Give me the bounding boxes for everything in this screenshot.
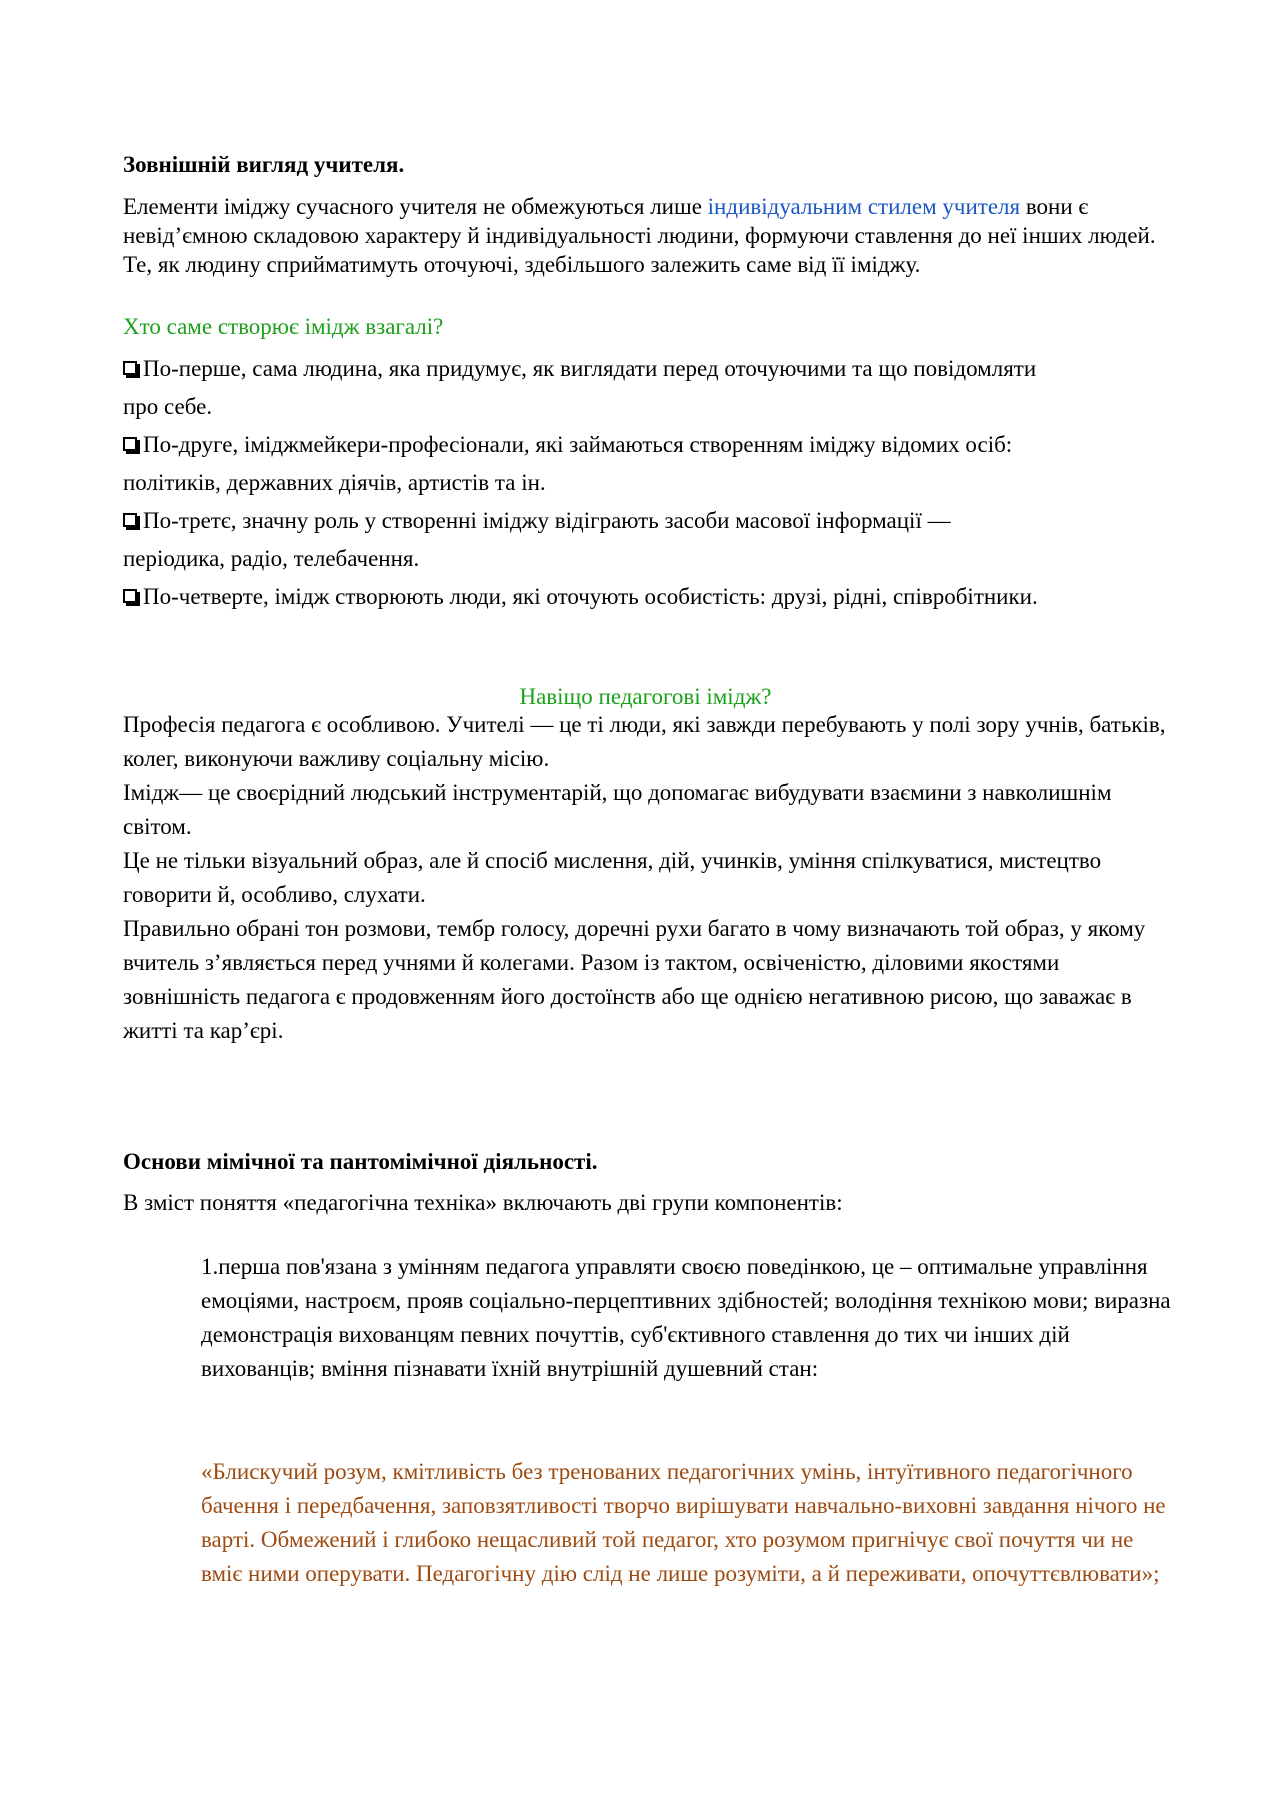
list-item-first-group: 1.перша пов'язана з умінням педагога управляти своєю поведінкою, це – оптимальне управління емоціями, настроєм, прояв соціально-перцептивних здібностей; володіння технікою мови; виразна демонстрація вихованцям певних почуттів, суб'єктивного ставлення до тих чи інших дій вихованців; вміння пізнавати їхній внутрішній душевний стан: [201,1254,1171,1381]
checkbox-bullet-icon [123,437,137,451]
bullet-text: По-друге, іміджмейкери-професіонали, які займаються створенням іміджу відомих осіб: [143,432,1013,457]
why-image-body [123,708,1168,1048]
section-heading-mimic: Основи мімічної та пантомімічної діяльності. [123,1149,598,1174]
paragraph: Імідж— це своєрідний людський інструментарій, що допомагає вибудувати взаємини з навколишнім світом. [123,780,1112,839]
quote-block: «Блискучий розум, кмітливість без тренованих педагогічних умінь, інтуїтивного педагогічного бачення і передбачення, заповзятливості творчо вирішувати навчально-виховні завдання нічого не варті. Обмежений і глибоко нещасливий той педагог, хто розумом пригнічує свої почуття чи не вміє ними оперувати. Педагогічну дію слід не лише розуміти, а й переживати, опочуттєвлювати»; [201,1459,1166,1586]
intro-text-rest: вони є невід’ємною складовою характеру й індивідуальності людини, формуючи ставлення до неї інших людей. Те, як людину сприйматимуть оточуючі, здебільшого залежить саме від її іміджу. [123,194,1156,277]
intro-text: Елементи іміджу сучасного учителя не обмежуються лише [123,194,708,219]
question-heading: Хто саме створює імідж взагалі? [123,314,444,339]
bullet-text: По-четверте, імідж створюють люди, які оточують особистість: друзі, рідні, співробітники. [143,584,1038,609]
checkbox-bullet-icon [123,589,137,603]
paragraph: Професія педагога є особливою. Учителі — це ті люди, які завжди перебувають у полі зору учнів, батьків, колег, виконуючи важливу соціальну місію. [123,712,1166,771]
checkbox-bullet-icon [123,361,137,375]
bullet-item [123,426,1168,502]
bullet-text: По-третє, значну роль у створенні іміджу відіграють засоби масової інформації — [143,508,951,533]
bullet-item [123,350,1168,426]
bullet-text-cont: про себе. [123,394,213,419]
paragraph: Це не тільки візуальний образ, але й спосіб мислення, дій, учинків, уміння спілкуватися, мистецтво говорити й, особливо, слухати. [123,848,1102,907]
checkbox-bullet-icon [123,513,137,527]
bullet-item [123,502,1168,578]
bullet-list [123,350,1168,616]
paragraph: Правильно обрані тон розмови, тембр голосу, доречні рухи багато в чому визначають той образ, у якому вчитель з’являється перед учнями й колегами. Разом із тактом, освіченістю, діловими якостями зовнішність педагога є продовженням його достоїнств або ще однією негативною рисою, що заважає в житті та кар’єрі. [123,916,1146,1043]
individual-style-link[interactable]: індивідуальним стилем учителя [707,194,1021,219]
bullet-item [123,578,1168,616]
bullet-text-cont: періодика, радіо, телебачення. [123,546,420,571]
section-title-why-image: Навіщо педагогові імідж? [519,684,772,709]
bullet-text-cont: політиків, державних діячів, артистів та ін. [123,470,546,495]
bullet-text: По-перше, сама людина, яка придумує, як виглядати перед оточуючими та що повідомляти [143,356,1037,381]
intro-paragraph [123,192,1168,279]
section-heading-appearance: Зовнішній вигляд учителя. [123,152,405,177]
technique-intro: В зміст поняття «педагогічна техніка» включають дві групи компонентів: [123,1190,843,1215]
